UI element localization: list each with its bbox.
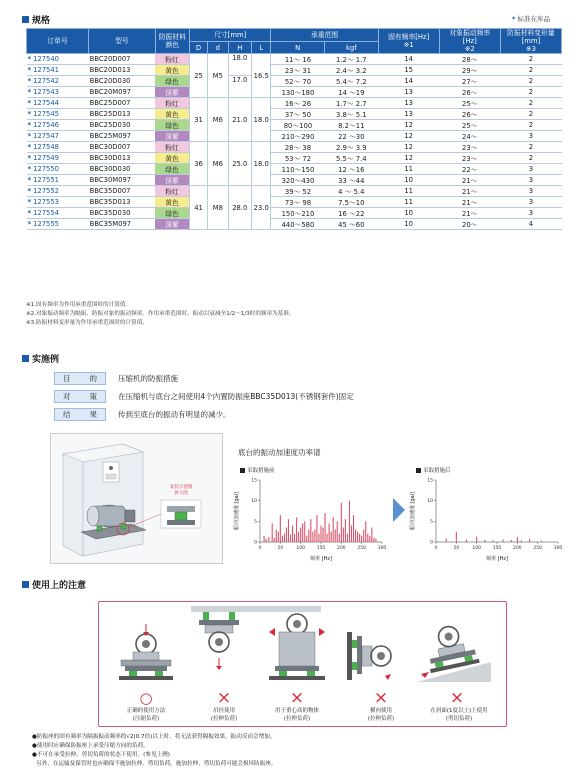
table-row xyxy=(27,87,562,98)
caution-section-title: 使用上的注意 xyxy=(22,578,86,591)
x-tick-label: 0 xyxy=(434,546,438,551)
target-freq-cell: 25～ xyxy=(439,120,500,131)
dim-D-cell: 41 xyxy=(189,186,207,230)
header-D: D xyxy=(189,42,207,54)
x-tick-label: 50 xyxy=(277,546,284,551)
deformation-cell: 3 xyxy=(500,131,561,142)
order-number-cell: * 127551 xyxy=(27,175,89,186)
load-kgf-cell: 1.7～ 2.7 xyxy=(325,98,379,109)
stock-note: * 标准在库品 xyxy=(512,15,550,23)
load-kgf-cell: 7.5～10 xyxy=(325,197,379,208)
x-tick-label: 150 xyxy=(492,546,502,551)
y-tick-label: 10 xyxy=(427,499,433,505)
target-freq-cell: 20～ xyxy=(439,219,500,230)
table-row xyxy=(27,208,562,219)
y-tick-label: 0 xyxy=(430,540,433,546)
natural-freq-cell: 12 xyxy=(378,153,439,164)
x-tick-label: 200 xyxy=(513,546,522,551)
stock-star-icon: * xyxy=(27,132,32,140)
color-cell: 深紫 xyxy=(155,87,189,98)
section-square-icon xyxy=(22,16,29,23)
load-kgf-cell: 45 ～60 xyxy=(325,219,379,230)
header-target-frequency: 对象振动频率 [Hz] ※2 xyxy=(439,29,500,54)
load-N-cell: 11～ 16 xyxy=(271,54,325,65)
target-freq-cell: 27～ xyxy=(439,76,500,87)
caution-bullet: ●不可在承受拉伸、剪切负荷的状态下使用。(参见上例) xyxy=(32,752,170,758)
spec-table xyxy=(26,28,562,230)
example-row-purpose xyxy=(54,372,178,385)
deformation-cell: 2 xyxy=(500,120,561,131)
model-cell: BBC30D013 xyxy=(89,153,155,164)
arrow-right-icon xyxy=(393,498,405,522)
wrong-mark-icon: × xyxy=(289,688,305,708)
order-number-cell: * 127553 xyxy=(27,197,89,208)
dim-L-cell: 18.0 xyxy=(252,142,271,186)
example-text: 在压缩机与底台之间使用4个内置防振座BBC35D013(不锈钢套件)固定 xyxy=(118,392,354,401)
section-square-icon xyxy=(22,355,29,362)
order-number-cell: * 127549 xyxy=(27,153,89,164)
deformation-cell: 4 xyxy=(500,219,561,230)
load-N-cell: 73～ 98 xyxy=(271,197,325,208)
order-number-cell: * 127550 xyxy=(27,164,89,175)
correct-mark-icon: ○ xyxy=(139,689,153,707)
stock-star-icon: * xyxy=(27,176,32,184)
deformation-cell: 2 xyxy=(500,54,561,65)
dim-D-cell: 31 xyxy=(189,98,207,142)
y-axis-label: 振动加速度 [gal] xyxy=(234,491,240,531)
header-load-range: 承重范围 xyxy=(271,29,378,42)
load-N-cell: 130～180 xyxy=(271,87,325,98)
target-freq-cell: 25～ xyxy=(439,98,500,109)
example-text: 压缩机的防振措施 xyxy=(118,374,178,383)
table-row xyxy=(27,219,562,230)
stock-star-icon: * xyxy=(27,165,32,173)
x-tick-label: 250 xyxy=(533,546,542,551)
dim-H-cell: 21.0 xyxy=(228,98,252,142)
wrong-mark-icon: × xyxy=(216,688,232,708)
order-number-cell: * 127541 xyxy=(27,65,89,76)
dim-H-cell: 18.0 xyxy=(228,54,252,76)
target-freq-cell: 29～ xyxy=(439,65,500,76)
deformation-cell: 2 xyxy=(500,109,561,120)
stock-star-icon: * xyxy=(27,66,32,74)
header-model: 型号 xyxy=(89,29,155,54)
order-number-cell: * 127543 xyxy=(27,87,89,98)
deformation-cell: 3 xyxy=(500,197,561,208)
table-row xyxy=(27,175,562,186)
color-cell: 深紫 xyxy=(155,175,189,186)
load-N-cell: 210～290 xyxy=(271,131,325,142)
load-kgf-cell: 12 ～16 xyxy=(325,164,379,175)
natural-freq-cell: 12 xyxy=(378,120,439,131)
table-row xyxy=(27,65,562,76)
stock-star-icon: * xyxy=(27,220,32,228)
natural-freq-cell: 12 xyxy=(378,131,439,142)
color-cell: 粉红 xyxy=(155,186,189,197)
order-number-cell: * 127542 xyxy=(27,76,89,87)
order-number-cell: * 127546 xyxy=(27,120,89,131)
y-tick-label: 15 xyxy=(427,478,433,484)
table-row xyxy=(27,153,562,164)
model-cell: BBC25D013 xyxy=(89,109,155,120)
y-tick-label: 0 xyxy=(254,540,257,546)
load-kgf-cell: 22 ～30 xyxy=(325,131,379,142)
header-material-color: 防振材料 颜色 xyxy=(155,29,189,54)
mount-slope-figure xyxy=(417,622,491,682)
deformation-cell: 3 xyxy=(500,175,561,186)
model-cell: BBC20D013 xyxy=(89,65,155,76)
deformation-cell: 2 xyxy=(500,153,561,164)
mount-hanging-figure xyxy=(199,612,239,670)
caution-box xyxy=(98,601,507,727)
dim-H-cell: 28.0 xyxy=(228,186,252,230)
x-tick-label: 50 xyxy=(453,546,460,551)
mount-horizontal-figure xyxy=(347,632,391,680)
deformation-cell: 3 xyxy=(500,208,561,219)
natural-freq-cell: 14 xyxy=(378,54,439,65)
x-tick-label: 300 xyxy=(377,546,387,551)
model-cell: BBC25D007 xyxy=(89,98,155,109)
x-tick-label: 300 xyxy=(553,546,563,551)
y-tick-label: 5 xyxy=(430,519,433,525)
color-cell: 绿色 xyxy=(155,164,189,175)
model-cell: BBC35D030 xyxy=(89,208,155,219)
model-cell: BBC25D030 xyxy=(89,120,155,131)
natural-freq-cell: 15 xyxy=(378,65,439,76)
header-deformation: 防振材料变形量 [mm] ※3 xyxy=(500,29,561,54)
dim-D-cell: 36 xyxy=(189,142,207,186)
model-cell: BBC20D007 xyxy=(89,54,155,65)
legend-square-icon xyxy=(240,468,245,473)
x-tick-label: 250 xyxy=(357,546,366,551)
stock-star-icon: * xyxy=(27,99,32,107)
target-freq-cell: 21～ xyxy=(439,175,500,186)
load-N-cell: 53～ 72 xyxy=(271,153,325,164)
stock-star-icon: * xyxy=(27,187,32,195)
order-number-cell: * 127554 xyxy=(27,208,89,219)
example-label: 结 果 xyxy=(54,408,106,421)
load-N-cell: 39～ 52 xyxy=(271,186,325,197)
example-row-measure xyxy=(54,390,354,403)
color-cell: 黄色 xyxy=(155,109,189,120)
natural-freq-cell: 10 xyxy=(378,219,439,230)
model-cell: BBC35D007 xyxy=(89,186,155,197)
color-cell: 绿色 xyxy=(155,208,189,219)
caution-bullet: 另外，在运输及保管时也应确保不施加拉伸、剪切负荷。施加拉伸、剪切负荷可能会损坏防振座。 xyxy=(36,761,277,767)
example-label: 目 的 xyxy=(54,372,106,385)
target-freq-cell: 21～ xyxy=(439,197,500,208)
stock-star-icon: * xyxy=(27,77,32,85)
order-number-cell: * 127552 xyxy=(27,186,89,197)
natural-freq-cell: 14 xyxy=(378,76,439,87)
order-number-cell: * 127544 xyxy=(27,98,89,109)
caution-caption-2: 吊挂使用 (拉伸负荷) xyxy=(210,708,238,722)
caution-bullets xyxy=(32,733,277,769)
model-cell: BBC30D007 xyxy=(89,142,155,153)
load-N-cell: 37～ 50 xyxy=(271,109,325,120)
example-section-title: 实施例 xyxy=(22,352,59,365)
natural-freq-cell: 10 xyxy=(378,175,439,186)
deformation-cell: 2 xyxy=(500,65,561,76)
color-cell: 黄色 xyxy=(155,197,189,208)
illus-caption-1: 安装示意图 xyxy=(169,485,193,490)
wrong-mark-icon: × xyxy=(373,688,389,708)
target-freq-cell: 22～ xyxy=(439,164,500,175)
dim-L-cell: 18.0 xyxy=(252,98,271,142)
load-kgf-cell: 2.9～ 3.9 xyxy=(325,142,379,153)
chart-before xyxy=(232,474,390,564)
target-freq-cell: 23～ xyxy=(439,153,500,164)
table-row xyxy=(27,76,562,87)
color-cell: 粉红 xyxy=(155,54,189,65)
deformation-cell: 2 xyxy=(500,87,561,98)
wrong-mark-icon: × xyxy=(449,688,465,708)
color-cell: 粉红 xyxy=(155,142,189,153)
order-number-cell: * 127540 xyxy=(27,54,89,65)
x-axis-label: 频率 [Hz] xyxy=(486,556,508,562)
table-row xyxy=(27,197,562,208)
caution-caption-1: 正确的使用方法 (压缩负荷) xyxy=(126,708,166,722)
example-label: 对 策 xyxy=(54,390,106,403)
load-kgf-cell: 33 ～44 xyxy=(325,175,379,186)
stock-star-icon: * xyxy=(27,121,32,129)
load-kgf-cell: 2.4～ 3.2 xyxy=(325,65,379,76)
header-dimensions: 尺寸[mm] xyxy=(189,29,270,42)
stock-star-icon: * xyxy=(27,143,32,151)
compressor-diagram xyxy=(51,434,224,565)
deformation-cell: 2 xyxy=(500,142,561,153)
model-cell: BBC35M097 xyxy=(89,219,155,230)
x-tick-label: 0 xyxy=(258,546,262,551)
table-row xyxy=(27,164,562,175)
model-cell: BBC20D030 xyxy=(89,76,155,87)
load-N-cell: 28～ 38 xyxy=(271,142,325,153)
stock-star-icon: * xyxy=(27,55,32,63)
model-cell: BBC30M097 xyxy=(89,175,155,186)
natural-freq-cell: 11 xyxy=(378,186,439,197)
order-number-cell: * 127548 xyxy=(27,142,89,153)
x-tick-label: 150 xyxy=(316,546,326,551)
color-cell: 深紫 xyxy=(155,131,189,142)
y-axis-label: 振动加速度 [gal] xyxy=(410,491,416,531)
spec-notes xyxy=(26,301,295,328)
target-freq-cell: 21～ xyxy=(439,208,500,219)
natural-freq-cell: 13 xyxy=(378,98,439,109)
load-kgf-cell: 5.4～ 7.2 xyxy=(325,76,379,87)
note-1: ※1.固有频率为作用承重范围时的计算值。 xyxy=(26,302,132,308)
load-kgf-cell: 3.8～ 5.1 xyxy=(325,109,379,120)
model-cell: BBC20M097 xyxy=(89,87,155,98)
header-L: L xyxy=(252,42,271,54)
caution-caption-5: 在斜面(1度以上)上使用 (剪切负荷) xyxy=(430,708,488,722)
dim-D-cell: 25 xyxy=(189,54,207,98)
legend-square-icon xyxy=(416,468,421,473)
natural-freq-cell: 10 xyxy=(378,208,439,219)
caution-caption-4: 横向使用 (拉伸负荷) xyxy=(367,708,395,722)
load-N-cell: 440～580 xyxy=(271,219,325,230)
color-cell: 绿色 xyxy=(155,120,189,131)
stock-star-icon: * xyxy=(27,209,32,217)
y-tick-label: 15 xyxy=(251,478,257,484)
table-row xyxy=(27,109,562,120)
section-square-icon xyxy=(22,581,29,588)
caution-bullet: ●防振座的固有频率为隔振振动频率的√2(0.7倍)以上时，将无法获得隔振效果，振动反而会增加。 xyxy=(32,734,276,740)
model-cell: BBC25M097 xyxy=(89,131,155,142)
load-kgf-cell: 4 ～ 5.4 xyxy=(325,186,379,197)
note-2: ※2.对象振动频率为隔振、防振对象的振动频率。作用承重范围时，振动以衰减至1/2～1/3时的频率为基准。 xyxy=(26,311,295,317)
dim-H-cell: 25.0 xyxy=(228,142,252,186)
deformation-cell: 3 xyxy=(500,164,561,175)
header-d: d xyxy=(208,42,228,54)
model-cell: BBC35D013 xyxy=(89,197,155,208)
load-kgf-cell: 14 ～19 xyxy=(325,87,379,98)
illus-caption-2: 放大图 xyxy=(174,491,188,496)
y-tick-label: 5 xyxy=(254,519,257,525)
model-cell: BBC30D030 xyxy=(89,164,155,175)
natural-freq-cell: 13 xyxy=(378,109,439,120)
order-number-cell: * 127555 xyxy=(27,219,89,230)
table-row xyxy=(27,186,562,197)
dim-d-cell: M6 xyxy=(208,142,228,186)
natural-freq-cell: 12 xyxy=(378,142,439,153)
color-cell: 黄色 xyxy=(155,153,189,164)
deformation-cell: 3 xyxy=(500,186,561,197)
chart-before-legend: 采取措施前 xyxy=(240,466,275,474)
header-N: N xyxy=(271,42,325,54)
header-H: H xyxy=(228,42,252,54)
x-tick-label: 200 xyxy=(337,546,346,551)
stock-star-icon: * xyxy=(27,198,32,206)
table-row xyxy=(27,142,562,153)
color-cell: 绿色 xyxy=(155,76,189,87)
chart-after xyxy=(408,474,566,564)
load-N-cell: 320～430 xyxy=(271,175,325,186)
x-tick-label: 100 xyxy=(296,546,305,551)
dim-d-cell: M5 xyxy=(208,54,228,98)
example-text: 传到至底台的振动有明显的减少。 xyxy=(118,410,231,419)
dim-L-cell: 16.5 xyxy=(252,54,271,98)
load-N-cell: 16～ 26 xyxy=(271,98,325,109)
caution-caption-3: 用于重心高的物体 (拉伸负荷) xyxy=(274,708,319,722)
table-row xyxy=(27,131,562,142)
natural-freq-cell: 11 xyxy=(378,164,439,175)
stock-star-icon: * xyxy=(27,154,32,162)
mount-compression-figure xyxy=(119,624,173,680)
target-freq-cell: 21～ xyxy=(439,186,500,197)
mount-high-gravity-figure xyxy=(269,614,325,680)
y-tick-label: 10 xyxy=(251,499,257,505)
example-row-result xyxy=(54,408,231,421)
target-freq-cell: 26～ xyxy=(439,87,500,98)
load-N-cell: 52～ 70 xyxy=(271,76,325,87)
color-cell: 深紫 xyxy=(155,219,189,230)
load-kgf-cell: 16 ～22 xyxy=(325,208,379,219)
load-kgf-cell: 8.2～11 xyxy=(325,120,379,131)
target-freq-cell: 23～ xyxy=(439,142,500,153)
note-3: ※3.防振材料变形量为作用承重范围时的计算值。 xyxy=(26,320,148,326)
dim-d-cell: M6 xyxy=(208,98,228,142)
chart-after-legend: 采取措施后 xyxy=(416,466,451,474)
spec-section-title: 规格 xyxy=(22,13,50,26)
table-row xyxy=(27,54,562,65)
header-kgf: kgf xyxy=(325,42,379,54)
deformation-cell: 2 xyxy=(500,76,561,87)
dim-d-cell: M8 xyxy=(208,186,228,230)
target-freq-cell: 26～ xyxy=(439,109,500,120)
natural-freq-cell: 11 xyxy=(378,197,439,208)
spec-table-body xyxy=(27,54,562,230)
load-N-cell: 80～100 xyxy=(271,120,325,131)
table-row xyxy=(27,120,562,131)
stock-star-icon: * xyxy=(27,88,32,96)
target-freq-cell: 24～ xyxy=(439,131,500,142)
stock-star-icon: * xyxy=(27,110,32,118)
load-kgf-cell: 5.5～ 7.4 xyxy=(325,153,379,164)
installation-illustration xyxy=(50,433,223,564)
x-tick-label: 100 xyxy=(472,546,481,551)
dim-L-cell: 23.0 xyxy=(252,186,271,230)
color-cell: 粉红 xyxy=(155,98,189,109)
chart-title: 底台的振动加速度功率谱 xyxy=(238,448,321,457)
deformation-cell: 2 xyxy=(500,98,561,109)
x-axis-label: 频率 [Hz] xyxy=(310,556,332,562)
natural-freq-cell: 13 xyxy=(378,87,439,98)
dim-H-cell: 17.0 xyxy=(228,76,252,98)
order-number-cell: * 127545 xyxy=(27,109,89,120)
load-N-cell: 150～210 xyxy=(271,208,325,219)
caution-bullet: ●使用时应确保防振座上承受压缩方向的负荷。 xyxy=(32,743,149,749)
order-number-cell: * 127547 xyxy=(27,131,89,142)
table-row xyxy=(27,98,562,109)
load-N-cell: 110～150 xyxy=(271,164,325,175)
header-order-no: 订单号 xyxy=(27,29,89,54)
color-cell: 黄色 xyxy=(155,65,189,76)
load-kgf-cell: 1.2～ 1.7 xyxy=(325,54,379,65)
target-freq-cell: 28～ xyxy=(439,54,500,65)
header-natural-frequency: 固有频率[Hz] ※1 xyxy=(378,29,439,54)
load-N-cell: 23～ 31 xyxy=(271,65,325,76)
